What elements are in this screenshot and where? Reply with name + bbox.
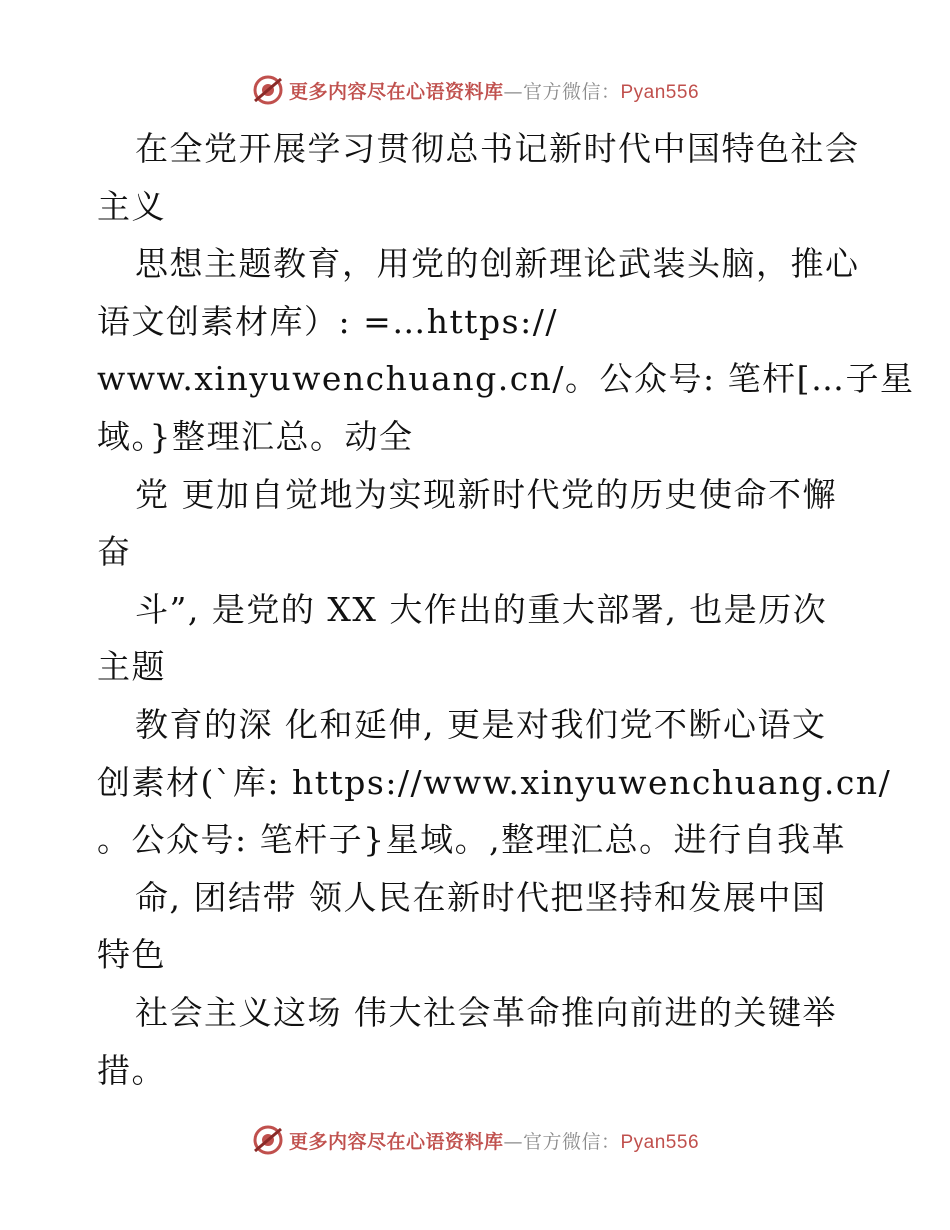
text-line: 域。}整理汇总。动全 <box>97 416 414 456</box>
text-line: 教育的深 化和延伸, 更是对我们党不断心语文 <box>135 704 827 744</box>
footer-banner <box>0 1120 950 1160</box>
text-line: 创素材(`库: https://www.xinyuwenchuang.cn/ <box>97 762 892 802</box>
header-banner-text: 更多内容尽在心语资料库—官方微信：Pyan556 <box>288 80 700 103</box>
text-line: 特色 <box>97 935 166 975</box>
footer-banner-text: 更多内容尽在心语资料库—官方微信：Pyan556 <box>288 1130 700 1153</box>
text-line: 命, 团结带 领人民在新时代把坚持和发展中国 <box>135 877 827 917</box>
text-line: 。公众号: 笔杆子}星域。,整理汇总。进行自我革 <box>97 820 847 860</box>
pen-logo-icon <box>251 73 285 107</box>
text-line: 思想主题教育，用党的创新理论武装头脑，推心 <box>135 244 860 284</box>
header-banner <box>0 70 950 110</box>
text-line: www.xinyuwenchuang.cn/。公众号: 笔杆[…子星 <box>97 359 915 399</box>
text-line: 党 更加自觉地为实现新时代党的历史使命不懈 <box>135 474 837 514</box>
text-line: 在全党开展学习贯彻总书记新时代中国特色社会 <box>135 129 860 168</box>
text-line: 措。 <box>97 1050 166 1090</box>
text-line: 斗”, 是党的 XX 大作出的重大部署, 也是历次 <box>135 589 828 629</box>
text-line: 奋 <box>97 532 132 572</box>
text-line: 主题 <box>97 647 166 687</box>
text-line: 语文创素材库）: =…https:// <box>97 301 558 341</box>
document-body <box>97 120 915 1099</box>
text-line: 主义 <box>97 186 166 226</box>
pen-logo-icon <box>251 1123 285 1157</box>
text-line: 社会主义这场 伟大社会革命推向前进的关键举 <box>135 992 837 1032</box>
